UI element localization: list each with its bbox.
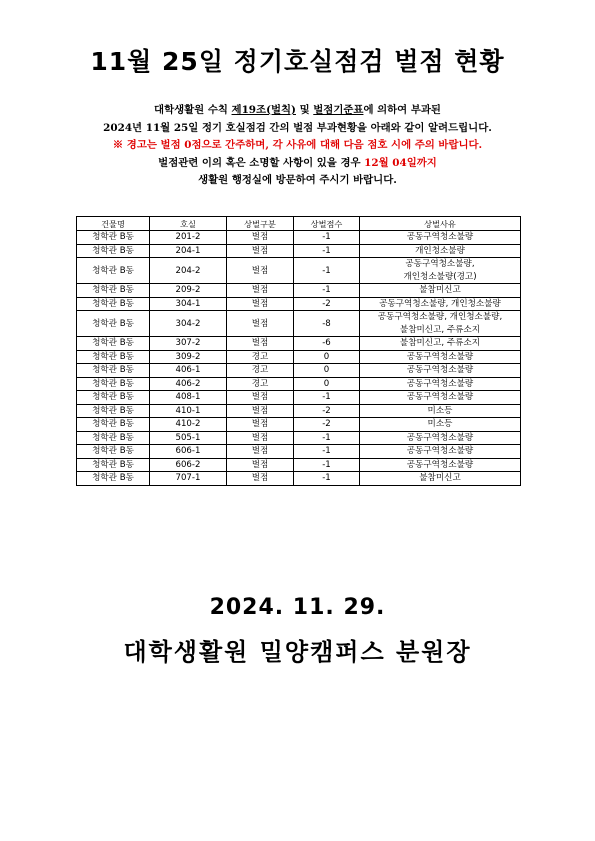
cell-score: -2	[294, 404, 360, 418]
reason-line: 공동구역청소불량	[406, 459, 474, 470]
cell-reason	[360, 297, 521, 311]
cell-type: 경고	[227, 377, 294, 391]
reason-line: 불참미신고, 주류소지	[399, 338, 481, 348]
cell-room: 304-2	[150, 311, 227, 337]
cell-type: 벌점	[227, 472, 294, 486]
reason-line: 공동구역청소불량	[406, 351, 474, 362]
reason-line: 미소등	[427, 419, 453, 429]
reason-line: 개인청소불량(경고)	[403, 271, 477, 282]
issue-date: 2024. 11. 29.	[209, 595, 386, 620]
cell-room: 606-2	[150, 458, 227, 472]
table-row	[77, 350, 521, 364]
cell-reason	[360, 418, 521, 432]
cell-room: 201-2	[150, 231, 227, 245]
header-reason: 상벌사유	[360, 217, 521, 231]
cell-type: 벌점	[227, 458, 294, 472]
cell-type: 벌점	[227, 404, 294, 418]
cell-reason	[360, 445, 521, 459]
cell-room: 410-2	[150, 418, 227, 432]
cell-room: 309-2	[150, 350, 227, 364]
cell-reason	[360, 284, 521, 298]
cell-score: -1	[294, 458, 360, 472]
cell-reason	[360, 458, 521, 472]
cell-type: 벌점	[227, 244, 294, 258]
cell-reason	[360, 244, 521, 258]
table-row	[77, 418, 521, 432]
cell-building: 청학관 B동	[77, 297, 150, 311]
cell-building: 청학관 B동	[77, 431, 150, 445]
cell-score: -1	[294, 284, 360, 298]
cell-score: -1	[294, 472, 360, 486]
cell-reason	[360, 337, 521, 351]
reason-line: 불참미신고	[419, 473, 461, 483]
warning-line: ※ 경고는 벌점 0점으로 간주하며, 각 사유에 대해 다음 점호 시에 주의 바랍니다.	[112, 139, 483, 152]
issuer-name: 대학생활원 밀양캠퍼스 분원장	[123, 638, 472, 666]
cell-score: 0	[294, 377, 360, 391]
header-type: 상벌구분	[227, 217, 294, 231]
reason-line: 공동구역청소불량	[406, 365, 474, 375]
cell-building: 청학관 B동	[77, 231, 150, 245]
cell-room: 209-2	[150, 284, 227, 298]
cell-room: 307-2	[150, 337, 227, 351]
cell-type: 벌점	[227, 445, 294, 459]
cell-building: 청학관 B동	[77, 418, 150, 432]
cell-building: 청학관 B동	[77, 337, 150, 351]
notice-text: 대학생활원 수칙	[154, 104, 232, 116]
cell-reason	[360, 364, 521, 378]
cell-building: 청학관 B동	[77, 377, 150, 391]
table-row	[77, 244, 521, 258]
cell-score: -8	[294, 311, 360, 337]
standard-reference: 벌점기준표	[313, 104, 364, 116]
cell-reason	[360, 472, 521, 486]
cell-type: 벌점	[227, 311, 294, 337]
cell-building: 청학관 B동	[77, 284, 150, 298]
notice-paragraph	[0, 102, 595, 190]
rule-reference: 제19조(벌칙)	[231, 104, 296, 116]
cell-type: 경고	[227, 364, 294, 378]
table-row	[77, 337, 521, 351]
table-row	[77, 404, 521, 418]
cell-room: 406-2	[150, 377, 227, 391]
cell-reason	[360, 231, 521, 245]
cell-building: 청학관 B동	[77, 404, 150, 418]
cell-score: 0	[294, 364, 360, 378]
reason-line: 공동구역청소불량	[406, 232, 474, 242]
reason-line: 공동구역청소불량, 개인청소불량,	[377, 312, 503, 322]
cell-score: -1	[294, 231, 360, 245]
table-row	[77, 258, 521, 284]
table-row	[77, 377, 521, 391]
cell-reason	[360, 258, 521, 284]
reason-line: 공동구역청소불량	[406, 432, 474, 443]
notice-text: 및	[295, 104, 314, 116]
cell-score: -1	[294, 391, 360, 405]
cell-reason	[360, 391, 521, 405]
table-row	[77, 297, 521, 311]
table-row	[77, 458, 521, 472]
cell-score: -1	[294, 431, 360, 445]
table-row	[77, 364, 521, 378]
cell-type: 경고	[227, 350, 294, 364]
cell-room: 408-1	[150, 391, 227, 405]
cell-building: 청학관 B동	[77, 458, 150, 472]
cell-reason	[360, 350, 521, 364]
cell-room: 406-1	[150, 364, 227, 378]
cell-type: 벌점	[227, 418, 294, 432]
cell-score: -2	[294, 297, 360, 311]
reason-line: 개인청소불량	[415, 245, 465, 256]
cell-building: 청학관 B동	[77, 445, 150, 459]
cell-type: 벌점	[227, 284, 294, 298]
notice-text: 벌점관련 이의 혹은 소명할 사항이 있을 경우	[158, 156, 365, 169]
reason-line: 공동구역청소불량, 개인청소불량	[379, 298, 501, 309]
reason-line: 공동구역청소불량	[406, 446, 474, 456]
cell-score: -1	[294, 244, 360, 258]
cell-score: 0	[294, 350, 360, 364]
cell-reason	[360, 377, 521, 391]
reason-line: 공동구역청소불량,	[405, 259, 475, 269]
table-row	[77, 445, 521, 459]
table-row	[77, 431, 521, 445]
cell-reason	[360, 404, 521, 418]
cell-type: 벌점	[227, 297, 294, 311]
cell-reason	[360, 311, 521, 337]
table-row	[77, 311, 521, 337]
cell-score: -1	[294, 445, 360, 459]
cell-building: 청학관 B동	[77, 364, 150, 378]
cell-reason	[360, 431, 521, 445]
cell-building: 청학관 B동	[77, 350, 150, 364]
cell-score: -6	[294, 337, 360, 351]
deadline-text: 12월 04일까지	[364, 156, 437, 169]
table-header-row	[77, 217, 521, 231]
cell-building: 청학관 B동	[77, 244, 150, 258]
notice-line-4	[0, 155, 595, 173]
cell-room: 707-1	[150, 472, 227, 486]
cell-room: 204-2	[150, 258, 227, 284]
cell-building: 청학관 B동	[77, 258, 150, 284]
cell-room: 410-1	[150, 404, 227, 418]
cell-type: 벌점	[227, 337, 294, 351]
cell-score: -2	[294, 418, 360, 432]
table-row	[77, 231, 521, 245]
notice-line-2: 2024년 11월 25일 정기 호실점검 간의 벌점 부과현황을 아래와 같이 알려드립니다.	[103, 121, 492, 134]
notice-line-5: 생활원 행정실에 방문하여 주시기 바랍니다.	[198, 174, 397, 187]
table-row	[77, 472, 521, 486]
header-room: 호실	[150, 217, 227, 231]
header-score: 상벌점수	[294, 217, 360, 231]
cell-building: 청학관 B동	[77, 391, 150, 405]
cell-type: 벌점	[227, 258, 294, 284]
cell-room: 304-1	[150, 297, 227, 311]
notice-text: 에 의하여 부과된	[363, 104, 441, 116]
table-row	[77, 284, 521, 298]
document-title: 11월 25일 정기호실점검 벌점 현황	[90, 47, 505, 76]
table-row	[77, 391, 521, 405]
cell-room: 204-1	[150, 244, 227, 258]
penalty-table	[76, 216, 521, 486]
cell-building: 청학관 B동	[77, 311, 150, 337]
cell-type: 벌점	[227, 391, 294, 405]
reason-line: 공동구역청소불량	[406, 392, 474, 402]
cell-room: 606-1	[150, 445, 227, 459]
cell-type: 벌점	[227, 231, 294, 245]
notice-line-1	[0, 102, 595, 120]
cell-type: 벌점	[227, 431, 294, 445]
reason-line: 불참미신고, 주류소지	[399, 324, 481, 335]
header-building: 건물명	[77, 217, 150, 231]
reason-line: 미소등	[427, 405, 453, 416]
cell-building: 청학관 B동	[77, 472, 150, 486]
cell-score: -1	[294, 258, 360, 284]
reason-line: 공동구역청소불량	[406, 378, 474, 389]
reason-line: 불참미신고	[419, 285, 461, 295]
cell-room: 505-1	[150, 431, 227, 445]
